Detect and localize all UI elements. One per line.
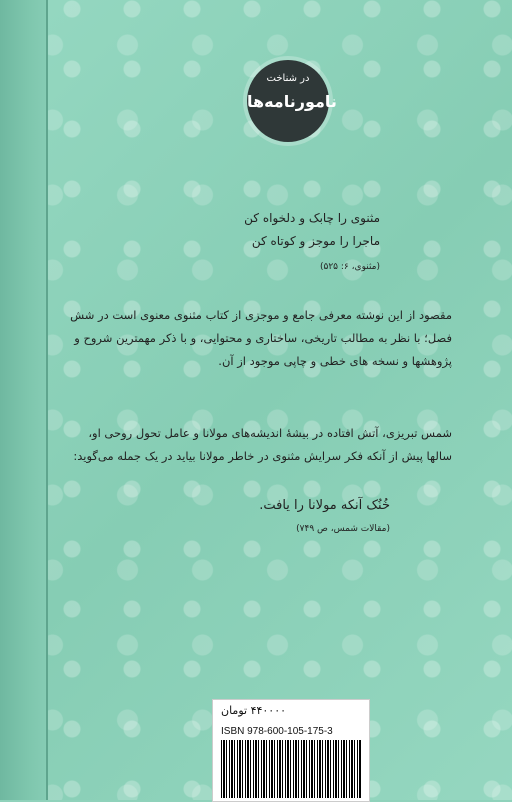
quote-text: خُنُک آنکه مولانا را یافت. (259, 498, 390, 513)
isbn-text: ISBN 978-600-105-175-3 (221, 726, 333, 737)
logo-line-1: در شناخت (266, 73, 310, 84)
verse-reference: (مثنوی، ۶: ۵۲۵) (319, 262, 380, 272)
description-paragraph-2: شمس تبریزی، آتش افتاده در بیشهٔ اندیشه‌های مولانا و عامل تحول روحی او، سالها پیش از آنکه فکر سرایش مثنوی در خاطر مولانا بیاید در یک جمله می‌گوید: (73, 426, 452, 463)
series-logo (247, 60, 337, 142)
verse-line-2: ماجرا را موجز و کوتاه کن (251, 234, 380, 248)
book-spine (0, 0, 48, 800)
barcode-image (221, 740, 361, 798)
quote-reference: (مقالات شمس، ص ۷۴۹) (296, 524, 390, 534)
price-text: ۴۴۰۰۰۰ تومان (221, 704, 287, 717)
description-paragraph-1: مقصود از این نوشته معرفی جامع و موجزی از کتاب مثنوی معنوی است در شش فصل؛ با نظر به مطالب تاریخی، ساختاری و محتوایی، و با ذکر مهمترین شروح و پژوهشها و نسخه های خطی و چاپی موجود از آن. (70, 308, 452, 368)
logo-line-2: نامورنامه‌ها (247, 92, 337, 111)
barcode-label (212, 699, 370, 802)
verse-line-1: مثنوی را چابک و دلخواه کن (244, 211, 380, 225)
